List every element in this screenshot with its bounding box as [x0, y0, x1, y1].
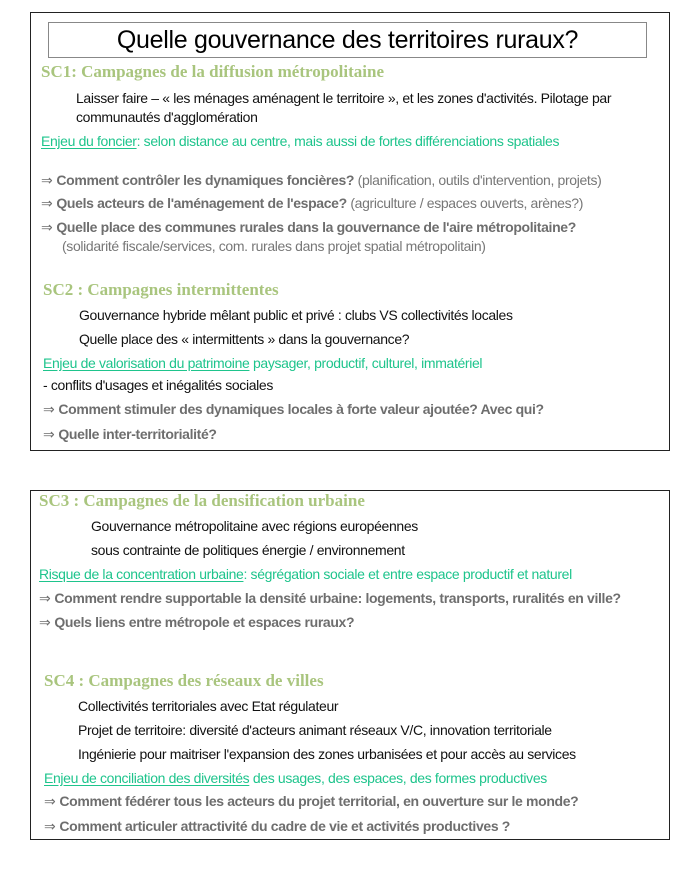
sc4-question [44, 817, 510, 835]
sc1-question [41, 194, 583, 212]
risk-text: : ségrégation sociale et entre espace productif et naturel [243, 566, 572, 582]
enjeu-text: des usages, des espaces, des formes productives [249, 770, 547, 786]
enjeu-label: Enjeu du foncier [41, 133, 137, 149]
question-bold: Comment contrôler les dynamiques foncières? [56, 172, 355, 188]
enjeu-text: : selon distance au centre, mais aussi de fortes différenciations spatiales [136, 133, 560, 149]
question-bold: Comment articuler attractivité du cadre de vie et activités productives ? [59, 818, 510, 834]
sc1-question-note: (solidarité fiscale/services, com. rurales dans projet spatial métropolitain) [62, 238, 486, 254]
sc3-question [39, 613, 354, 631]
sc2-question [43, 400, 544, 418]
question-bold: Quels acteurs de l'aménagement de l'espace? [56, 195, 347, 211]
arrow-icon: ⇒ [44, 793, 56, 809]
arrow-icon: ⇒ [41, 219, 53, 235]
enjeu-label: Enjeu de valorisation du patrimoine [43, 355, 250, 371]
sc3-line: Gouvernance métropolitaine avec régions européennes [91, 518, 418, 534]
sc4-line: Projet de territoire: diversité d'acteurs animant réseaux V/C, innovation territoriale [78, 722, 552, 738]
sc2-line: Quelle place des « intermittents » dans la gouvernance? [79, 331, 410, 347]
question-bold: Comment rendre supportable la densité urbaine: logements, transports, ruralités en ville? [54, 590, 621, 606]
question-bold: Comment fédérer tous les acteurs du projet territorial, en ouverture sur le monde? [59, 793, 579, 809]
sc4-line: Collectivités territoriales avec Etat régulateur [78, 698, 339, 714]
sc1-line: Laisser faire – « les ménages aménagent le territoire », et les zones d'activités. Pilotage par [76, 90, 612, 106]
enjeu-label: Enjeu de conciliation des diversités [44, 770, 250, 786]
question-bold: Quels liens entre métropole et espaces ruraux? [54, 614, 355, 630]
arrow-icon: ⇒ [43, 401, 55, 417]
enjeu-text: paysager, productif, culturel, immatériel [249, 355, 483, 371]
sc2-extra: - conflits d'usages et inégalités sociales [43, 377, 273, 393]
question-bold: Quelle inter-territorialité? [58, 426, 217, 442]
sc1-heading: SC1: Campagnes de la diffusion métropolitaine [41, 62, 385, 81]
sc4-enjeu [44, 769, 547, 787]
slide-panel-1 [30, 12, 670, 451]
arrow-icon: ⇒ [39, 614, 51, 630]
sc4-line: Ingénierie pour maitriser l'expansion des zones urbanisées et pour accès au services [78, 746, 576, 762]
question-note: (planification, outils d'intervention, projets) [354, 172, 602, 188]
arrow-icon: ⇒ [41, 195, 53, 211]
sc4-question [44, 792, 578, 810]
page-title: Quelle gouvernance des territoires ruraux? [48, 22, 647, 58]
arrow-icon: ⇒ [44, 818, 56, 834]
sc1-question [41, 218, 576, 236]
slide-panel-2 [30, 490, 670, 840]
sc2-question [43, 425, 217, 443]
sc3-heading: SC3 : Campagnes de la densification urbaine [39, 491, 365, 510]
sc3-question [39, 589, 621, 607]
sc2-heading: SC2 : Campagnes intermittentes [43, 280, 279, 299]
arrow-icon: ⇒ [39, 590, 51, 606]
sc2-line: Gouvernance hybride mêlant public et privé : clubs VS collectivités locales [79, 307, 513, 323]
sc1-line: communautés d'agglomération [76, 109, 258, 125]
sc1-question [41, 171, 601, 189]
sc2-enjeu [43, 354, 482, 372]
question-bold: Quelle place des communes rurales dans la gouvernance de l'aire métropolitaine? [56, 219, 576, 235]
arrow-icon: ⇒ [41, 172, 53, 188]
question-bold: Comment stimuler des dynamiques locales à forte valeur ajoutée? Avec qui? [58, 401, 544, 417]
risk-label: Risque de la concentration urbaine [39, 566, 244, 582]
sc1-enjeu [41, 132, 559, 150]
arrow-icon: ⇒ [43, 426, 55, 442]
sc3-line: sous contrainte de politiques énergie / environnement [91, 542, 405, 558]
question-note: (agriculture / espaces ouverts, arènes?) [346, 195, 584, 211]
sc4-heading: SC4 : Campagnes des réseaux de villes [44, 671, 324, 690]
sc3-risk [39, 565, 572, 583]
